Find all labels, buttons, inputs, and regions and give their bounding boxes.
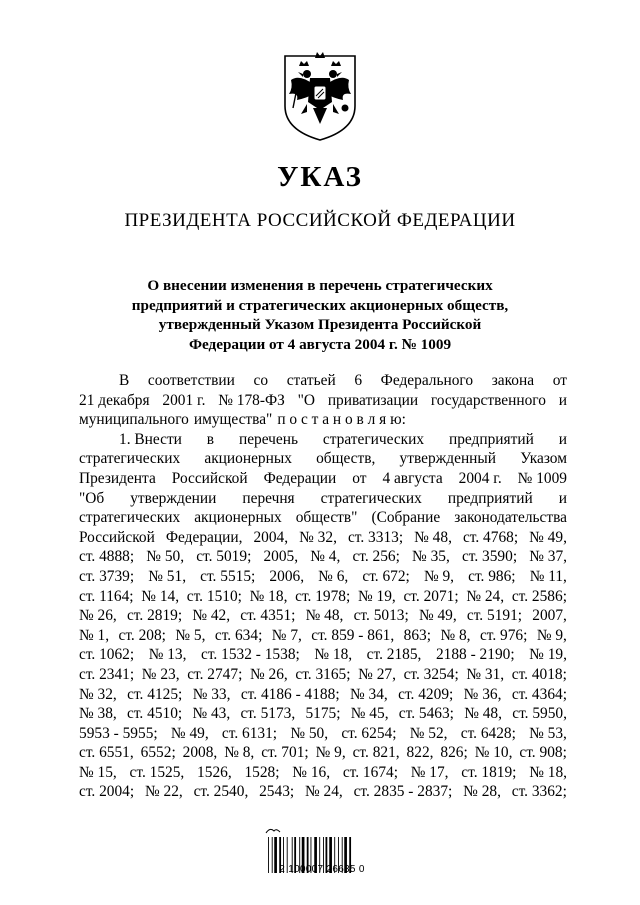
body-word: № 11,: [529, 567, 567, 585]
document-title: УКАЗ: [277, 161, 363, 193]
body-word: предприятий: [448, 430, 534, 448]
barcode-number: 2 100007 26635 0: [279, 864, 365, 875]
body-word: № 9,: [315, 744, 346, 762]
body-word: ст. 4018;: [511, 665, 567, 683]
body-word: Федерации,: [165, 528, 243, 546]
body-word: 2004 г.: [458, 469, 502, 487]
body-word: № 18,: [529, 763, 567, 781]
body-line: [79, 508, 567, 528]
body-word: утвержденный: [399, 450, 497, 468]
body-word: № 1009: [517, 469, 567, 487]
body-word: 5175;: [305, 705, 341, 723]
body-word: № 53,: [529, 724, 567, 742]
body-line: [79, 665, 567, 685]
body-word: ст. 6131;: [221, 724, 278, 742]
body-word: № 48,: [414, 528, 452, 546]
body-word: ст. 6551,: [79, 744, 134, 762]
body-word: № 6,: [318, 567, 349, 585]
heading-line: О внесении изменения в перечень стратегических: [147, 277, 493, 294]
body-word: соответствии: [147, 372, 235, 389]
body-word: 2006,: [269, 567, 305, 585]
body-word: (Собрание: [371, 509, 441, 527]
body-word: № 15,: [79, 763, 117, 781]
body-word: стратегических: [79, 450, 181, 468]
body-word: утверждении: [130, 489, 217, 507]
body-word: Президента: [79, 469, 156, 487]
body-word: ст. 1510;: [186, 587, 242, 605]
body-word: Российской: [79, 528, 155, 546]
body-word: № 31,: [466, 665, 505, 683]
body-word: обществ,: [316, 450, 376, 468]
body-word: № 45,: [350, 705, 389, 723]
body-word: ст. 5013;: [353, 607, 409, 625]
body-line: [79, 645, 567, 665]
body-word: ст. 3254;: [403, 665, 459, 683]
body-word: ст. 4768;: [462, 528, 519, 546]
body-word: обществ": [295, 509, 358, 527]
body-word: № 8,: [440, 626, 471, 644]
body-word: № 52,: [409, 724, 448, 742]
body-line: [79, 626, 567, 646]
body-word: и: [558, 489, 567, 507]
body-word: ст. 2341;: [79, 665, 135, 683]
body-word: № 32,: [299, 528, 337, 546]
body-word: ст. 986;: [468, 567, 516, 585]
body-word: п о с т а н о в л я ю:: [277, 411, 406, 429]
document-subtitle: ПРЕЗИДЕНТА РОССИЙСКОЙ ФЕДЕРАЦИИ: [124, 210, 516, 231]
body-word: ст. 4351;: [240, 607, 296, 625]
body-word: 21 декабря: [79, 391, 150, 409]
body-word: ст. 5173,: [240, 705, 296, 723]
body-word: № 9,: [423, 567, 455, 585]
body-word: стратегических: [79, 509, 181, 527]
body-word: Федерации: [263, 469, 337, 487]
body-word: стратегических: [322, 430, 425, 448]
body-word: в: [206, 430, 215, 448]
body-word: 6: [354, 372, 363, 389]
body-word: № 16,: [292, 763, 331, 781]
document-heading: [100, 276, 540, 354]
body-word: № 34,: [349, 685, 388, 703]
body-line: [79, 489, 567, 509]
body-word: от: [552, 372, 567, 389]
body-word: № 26,: [249, 665, 288, 683]
body-line: [79, 547, 567, 567]
body-line: [79, 724, 567, 744]
body-word: № 28,: [463, 783, 501, 801]
body-word: № 24,: [304, 783, 343, 801]
body-word: статьей: [286, 372, 336, 389]
body-word: № 49,: [170, 724, 209, 742]
body-word: № 48,: [305, 607, 344, 625]
body-word: Указом: [520, 450, 567, 468]
body-word: ст. 3590;: [461, 548, 518, 566]
body-word: ст. 1062;: [79, 646, 135, 664]
body-line: [79, 782, 567, 802]
body-word: ст. 2004;: [79, 783, 135, 801]
body-word: ст. 4888;: [79, 548, 135, 566]
body-word: ст. 821,: [352, 744, 400, 762]
body-line: [79, 763, 567, 783]
body-word: перечня: [242, 489, 295, 507]
body-word: ст. 672;: [362, 567, 410, 585]
body-word: 822,: [406, 744, 434, 762]
body-word: акционерных: [204, 450, 292, 468]
body-word: № 24,: [466, 587, 505, 605]
body-word: ст. 5019;: [196, 548, 252, 566]
body-word: ст. 701;: [261, 744, 309, 762]
body-word: ст. 1819;: [461, 763, 517, 781]
body-word: ст. 5463;: [398, 705, 454, 723]
body-word: № 50,: [146, 548, 185, 566]
body-word: № 43,: [192, 705, 231, 723]
heading-line: Федерации от 4 августа 2004 г. № 1009: [188, 335, 452, 353]
body-word: акционерных: [194, 509, 282, 527]
body-word: № 26,: [79, 607, 117, 625]
body-line: [79, 587, 567, 607]
body-word: ст. 5515;: [200, 567, 256, 585]
body-word: В: [119, 372, 130, 389]
body-word: ст. 3739;: [79, 567, 135, 585]
body-word: ст. 4364;: [511, 685, 567, 703]
body-word: "О: [297, 391, 316, 409]
state-emblem-icon: [277, 44, 363, 142]
body-line: [79, 391, 567, 411]
body-word: ст. 6254;: [341, 724, 397, 742]
body-word: и: [558, 391, 567, 409]
body-word: № 19,: [529, 646, 567, 664]
body-word: 1526,: [197, 763, 232, 781]
body-word: № 49,: [529, 528, 567, 546]
body-word: № 48,: [464, 705, 502, 723]
body-word: ст. 3313;: [347, 528, 404, 546]
body-word: № 13,: [148, 646, 187, 664]
body-word: 4 августа: [382, 469, 443, 487]
body-word: и: [558, 430, 567, 448]
body-word: законодательства: [454, 509, 567, 527]
body-word: стратегических: [320, 489, 422, 507]
body-word: № 37,: [529, 548, 567, 566]
body-word: ст. 256;: [352, 548, 400, 566]
body-word: № 18,: [249, 587, 288, 605]
body-word: 5953 - 5955;: [79, 724, 158, 742]
body-word: № 8,: [224, 744, 255, 762]
body-word: № 7,: [271, 626, 302, 644]
heading-line: утвержденный Указом Президента Российской: [158, 316, 482, 333]
body-word: № 51,: [148, 567, 187, 585]
body-word: 2543;: [259, 783, 295, 801]
body-word: № 1,: [79, 626, 110, 644]
body-word: № 23,: [141, 665, 180, 683]
body-word: № 18,: [314, 646, 353, 664]
body-word: ст. 5950,: [512, 705, 567, 723]
body-word: ст. 5191;: [466, 607, 523, 625]
body-word: № 50,: [290, 724, 329, 742]
body-word: № 10,: [474, 744, 513, 762]
body-word: "Об: [79, 489, 105, 507]
body-word: ст. 2540,: [193, 783, 249, 801]
body-word: ст. 1164;: [79, 587, 134, 605]
heading-line: предприятий и стратегических акционерных обществ,: [131, 296, 509, 314]
body-word: № 17,: [410, 763, 449, 781]
body-word: № 14,: [141, 587, 180, 605]
body-word: № 9,: [536, 626, 567, 644]
body-word: ст. 2586;: [511, 587, 567, 605]
body-word: имущества": [193, 411, 273, 429]
body-word: 2007,: [532, 607, 567, 625]
body-word: ст. 4125;: [127, 685, 183, 703]
body-line: [79, 685, 567, 705]
body-line: [79, 567, 567, 587]
body-word: со: [253, 372, 269, 389]
body-word: № 35,: [412, 548, 450, 566]
body-word: № 19,: [357, 587, 396, 605]
body-word: № 49,: [418, 607, 457, 625]
body-line: [79, 743, 567, 763]
body-word: ст. 3362;: [511, 783, 567, 801]
body-word: Федерального: [380, 372, 474, 389]
body-word: ст. 3165;: [295, 665, 351, 683]
body-word: № 42,: [192, 607, 231, 625]
body-word: № 32,: [79, 685, 117, 703]
body-word: № 178-ФЗ: [218, 391, 285, 409]
body-word: 2005,: [263, 548, 299, 566]
body-line: [79, 371, 567, 391]
body-word: № 36,: [463, 685, 502, 703]
body-word: ст. 1525,: [129, 763, 185, 781]
body-word: ст. 2071;: [403, 587, 459, 605]
body-word: № 4,: [310, 548, 341, 566]
body-word: ст. 2747;: [187, 665, 243, 683]
body-word: 2001 г.: [162, 391, 206, 409]
body-word: ст. 1532 - 1538;: [201, 646, 300, 664]
body-line: [79, 469, 567, 489]
body-word: перечень: [238, 430, 299, 448]
body-word: Российской: [171, 469, 248, 487]
body-word: 2004,: [253, 528, 289, 546]
body-word: ст. 4209;: [398, 685, 454, 703]
body-word: 2188 - 2190;: [435, 646, 515, 664]
body-word: ст. 4186 - 4188;: [240, 685, 340, 703]
body-word: закона: [491, 372, 535, 389]
body-word: государственного: [430, 391, 546, 409]
body-word: № 5,: [175, 626, 206, 644]
body-word: ст. 208;: [118, 626, 166, 644]
body-word: 1528;: [244, 763, 280, 781]
document-body: [79, 371, 567, 802]
body-line: [79, 606, 567, 626]
body-word: от: [352, 469, 367, 487]
body-line: [79, 704, 567, 724]
body-word: ст. 976;: [479, 626, 528, 644]
body-word: ст. 2185,: [366, 646, 422, 664]
body-word: ст. 6428;: [460, 724, 516, 742]
body-word: 826;: [440, 744, 468, 762]
body-word: № 33,: [192, 685, 231, 703]
body-word: приватизации: [327, 391, 419, 409]
body-word: 863;: [403, 626, 432, 644]
body-line: [79, 410, 567, 430]
body-word: № 22,: [144, 783, 183, 801]
body-word: муниципального: [79, 411, 189, 429]
body-word: 1. Внести: [119, 430, 182, 448]
body-word: ст. 4510;: [127, 705, 183, 723]
body-word: ст. 859 - 861,: [311, 626, 395, 644]
body-word: № 27,: [358, 665, 396, 683]
body-word: ст. 634;: [214, 626, 263, 644]
body-word: № 38,: [79, 705, 117, 723]
body-word: предприятий: [447, 489, 533, 507]
body-line: [79, 528, 567, 548]
body-word: 6552;: [140, 744, 176, 762]
body-word: ст. 2819;: [126, 607, 183, 625]
body-line: [79, 449, 567, 469]
body-word: ст. 2835 - 2837;: [353, 783, 453, 801]
body-line: [79, 430, 567, 450]
body-word: ст. 1674;: [342, 763, 398, 781]
body-word: 2008,: [182, 744, 218, 762]
body-word: ст. 1978;: [295, 587, 351, 605]
body-word: ст. 908;: [519, 744, 567, 762]
